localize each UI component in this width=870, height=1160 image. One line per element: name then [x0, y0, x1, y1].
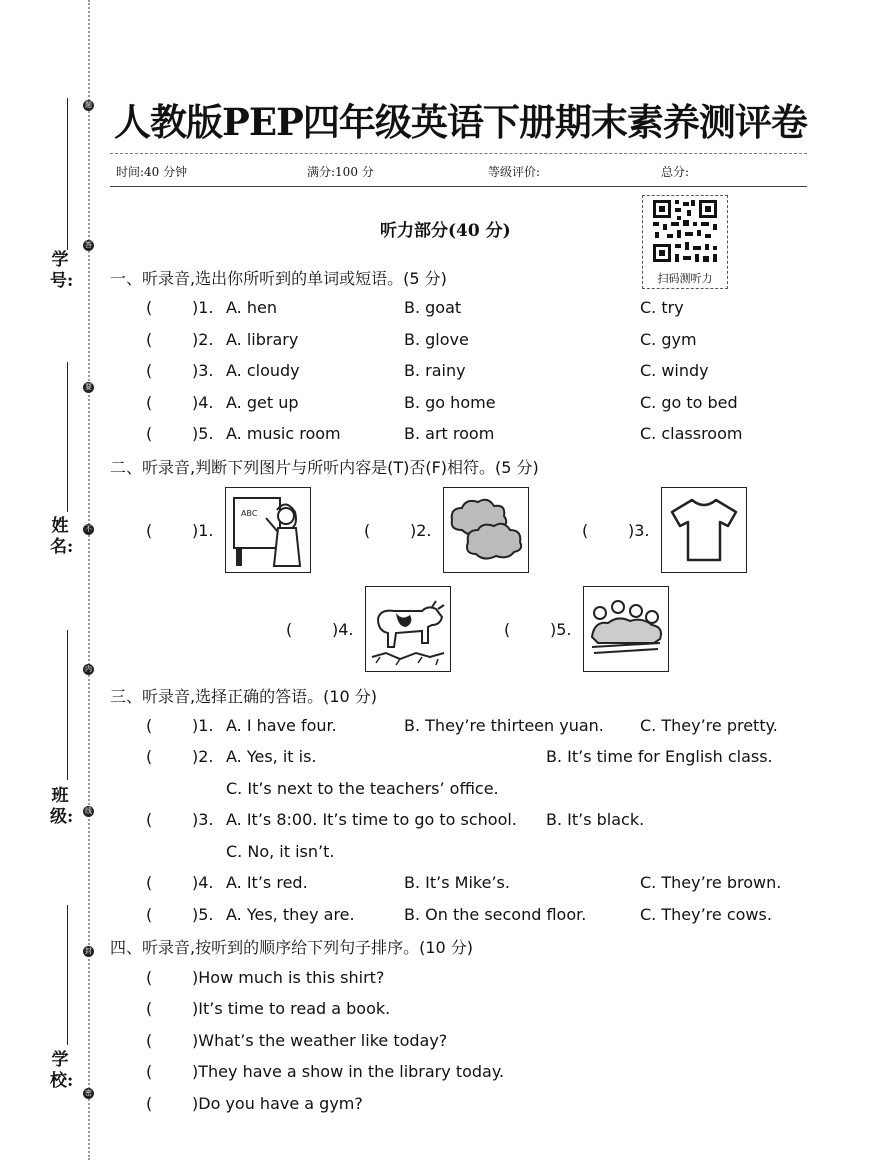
answer-bracket-open[interactable]: ( [146, 424, 153, 443]
class-label: 班 级: [50, 786, 74, 827]
question-number: )1. [192, 716, 214, 735]
answer-bracket-open[interactable]: ( [146, 716, 153, 735]
option-c: C. classroom [640, 424, 743, 443]
option-b: B. glove [404, 330, 469, 349]
option-a: A. cloudy [226, 361, 300, 380]
option-a: A. I have four. [226, 716, 337, 735]
option-c: C. They’re brown. [640, 873, 782, 892]
margin-mark: 密 [85, 1089, 92, 1097]
answer-bracket-open[interactable]: ( [504, 620, 511, 639]
answer-bracket-open[interactable]: ( [146, 810, 153, 829]
listening-part-title: 听力部分(40 分) [380, 221, 511, 241]
option-a: A. music room [226, 424, 341, 443]
option-a: A. It’s red. [226, 873, 308, 892]
option-a: A. get up [226, 393, 299, 412]
question-number: )3. [192, 810, 214, 829]
option-c: C. No, it isn’t. [226, 842, 335, 861]
margin-mark: 内 [85, 665, 92, 673]
answer-bracket-open[interactable]: ( [286, 620, 293, 639]
sentence-text: )It’s time to read a book. [192, 999, 391, 1018]
qr-caption: 扫码测听力 [657, 272, 713, 285]
qr-code[interactable] [642, 195, 728, 289]
question-number: )4. [332, 620, 354, 639]
question-number: )5. [550, 620, 572, 639]
question-number: )2. [192, 330, 214, 349]
answer-bracket-open[interactable]: ( [146, 999, 153, 1018]
sentence-text: )How much is this shirt? [192, 968, 385, 987]
answer-bracket-open[interactable]: ( [146, 747, 153, 766]
picture-children-group [583, 586, 669, 672]
option-b: B. go home [404, 393, 496, 412]
binding-dotted-line [88, 0, 90, 1160]
margin-mark: 线 [85, 807, 92, 815]
option-b: B. They’re thirteen yuan. [404, 716, 604, 735]
option-c: C. They’re cows. [640, 905, 772, 924]
header-rule [110, 186, 807, 187]
question-number: )4. [192, 393, 214, 412]
option-c: C. try [640, 298, 684, 317]
option-a: A. It’s 8:00. It’s time to go to school. [226, 810, 517, 829]
sentence-text: )Do you have a gym? [192, 1094, 363, 1113]
option-b: B. It’s Mike’s. [404, 873, 510, 892]
picture-teacher-at-board [225, 487, 311, 573]
option-c: C. gym [640, 330, 697, 349]
option-a: A. Yes, they are. [226, 905, 355, 924]
option-b: B. It’s time for English class. [546, 747, 773, 766]
answer-bracket-open[interactable]: ( [146, 330, 153, 349]
option-b: B. goat [404, 298, 462, 317]
option-b: B. On the second floor. [404, 905, 587, 924]
qr-code-icon [643, 196, 727, 266]
school-label: 学 校: [50, 1050, 74, 1091]
name-line [67, 362, 68, 512]
sentence-text: )They have a show in the library today. [192, 1062, 505, 1081]
margin-mark: 要 [85, 383, 92, 391]
answer-bracket-open[interactable]: ( [582, 521, 589, 540]
grade-info: 等级评价: [488, 165, 541, 179]
answer-bracket-open[interactable]: ( [146, 521, 153, 540]
picture-t-shirt [661, 487, 747, 573]
margin-mark: 不 [85, 525, 92, 533]
answer-bracket-open[interactable]: ( [146, 905, 153, 924]
question-number: )5. [192, 905, 214, 924]
section-1-title: 一、听录音,选出你所听到的单词或短语。(5 分) [110, 269, 447, 288]
question-number: )2. [410, 521, 432, 540]
question-number: )1. [192, 521, 214, 540]
section-4-title: 四、听录音,按听到的顺序给下列句子排序。(10 分) [110, 938, 474, 957]
student-id-line [67, 98, 68, 250]
name-label: 姓 名: [50, 516, 74, 557]
question-number: )2. [192, 747, 214, 766]
total-info: 总分: [661, 165, 690, 179]
answer-bracket-open[interactable]: ( [146, 1094, 153, 1113]
question-number: )3. [628, 521, 650, 540]
question-number: )5. [192, 424, 214, 443]
answer-bracket-open[interactable]: ( [364, 521, 371, 540]
option-a: A. library [226, 330, 299, 349]
option-c: C. It’s next to the teachers’ office. [226, 779, 499, 798]
answer-bracket-open[interactable]: ( [146, 393, 153, 412]
option-a: A. Yes, it is. [226, 747, 317, 766]
option-c: C. go to bed [640, 393, 738, 412]
answer-bracket-open[interactable]: ( [146, 873, 153, 892]
option-c: C. They’re pretty. [640, 716, 778, 735]
option-c: C. windy [640, 361, 709, 380]
answer-bracket-open[interactable]: ( [146, 1031, 153, 1050]
margin-mark: 封 [85, 947, 92, 955]
question-number: )1. [192, 298, 214, 317]
answer-bracket-open[interactable]: ( [146, 968, 153, 987]
student-id-label: 学 号: [50, 250, 74, 291]
section-2-title: 二、听录音,判断下列图片与所听内容是(T)否(F)相符。(5 分) [110, 458, 539, 477]
answer-bracket-open[interactable]: ( [146, 298, 153, 317]
question-number: )4. [192, 873, 214, 892]
section-3-title: 三、听录音,选择正确的答语。(10 分) [110, 687, 378, 706]
full-score-info: 满分:100 分 [307, 165, 374, 179]
page-title: 人教版PEP四年级英语下册期末素养测评卷 [114, 100, 807, 144]
option-b: B. It’s black. [546, 810, 645, 829]
sentence-text: )What’s the weather like today? [192, 1031, 448, 1050]
margin-mark: 题 [85, 101, 92, 109]
option-a: A. hen [226, 298, 277, 317]
question-number: )3. [192, 361, 214, 380]
picture-clouds [443, 487, 529, 573]
margin-mark: 答 [85, 241, 92, 249]
time-info: 时间:40 分钟 [116, 165, 188, 179]
answer-bracket-open[interactable]: ( [146, 1062, 153, 1081]
school-line [67, 905, 68, 1045]
class-line [67, 630, 68, 780]
answer-bracket-open[interactable]: ( [146, 361, 153, 380]
header-divider [110, 153, 807, 154]
option-b: B. art room [404, 424, 495, 443]
svg-text:ABC: ABC [241, 509, 258, 518]
picture-cow [365, 586, 451, 672]
option-b: B. rainy [404, 361, 466, 380]
